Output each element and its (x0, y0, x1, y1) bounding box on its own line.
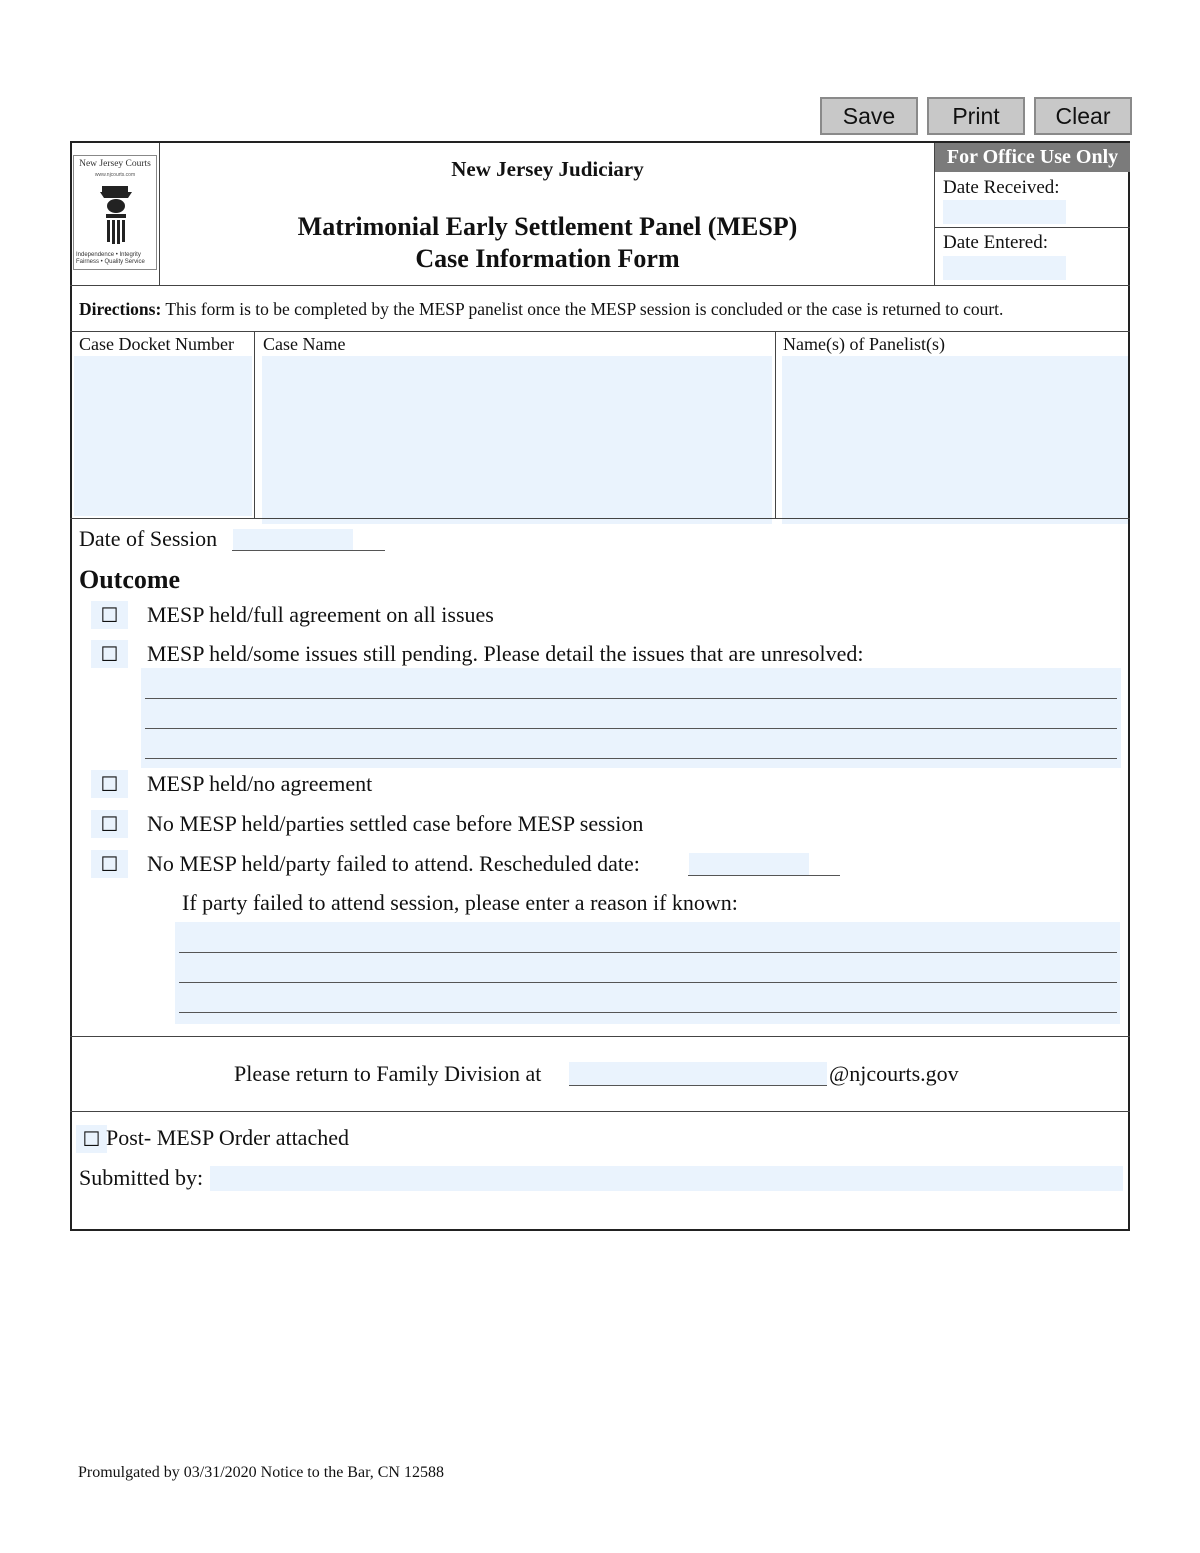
nj-courts-logo (73, 155, 157, 270)
date-entered-field[interactable] (943, 256, 1066, 280)
courthouse-icon (98, 184, 134, 246)
unresolved-line-2 (145, 728, 1117, 729)
directions (79, 299, 1003, 320)
submitted-by-field[interactable] (210, 1166, 1123, 1191)
checkbox-no-agreement[interactable]: ☐ (91, 770, 128, 798)
reason-prompt: If party failed to attend session, please enter a reason if known: (182, 890, 738, 915)
docket-column-label: Case Docket Number (79, 334, 234, 354)
unresolved-line-1 (145, 698, 1117, 699)
rescheduled-date-underline (688, 875, 840, 876)
clear-button[interactable]: Clear (1034, 97, 1132, 135)
page-title (160, 211, 935, 275)
title-line-1: Matrimonial Early Settlement Panel (MESP) (297, 212, 798, 241)
checkbox-issues-pending[interactable]: ☐ (91, 640, 128, 668)
date-of-session-underline (232, 550, 385, 551)
return-suffix: @njcourts.gov (829, 1061, 959, 1086)
checkbox-settled-before[interactable]: ☐ (91, 810, 128, 838)
directions-divider (70, 331, 1130, 332)
outcome-bottom-divider (70, 1036, 1130, 1037)
promulgation-note: Promulgated by 03/31/2020 Notice to the Bar, CN 12588 (78, 1464, 444, 1481)
option-no-agreement: MESP held/no agreement (147, 771, 373, 796)
reason-line-2 (179, 982, 1117, 983)
columns-bottom-divider (70, 518, 1130, 519)
docket-number-field[interactable] (74, 356, 252, 516)
logo-title: New Jersey Courts (79, 159, 151, 169)
email-underline (569, 1085, 827, 1086)
case-name-column-label: Case Name (263, 334, 346, 354)
option-full-agreement: MESP held/full agreement on all issues (147, 602, 494, 627)
title-line-2: Case Information Form (415, 244, 680, 273)
return-prefix: Please return to Family Division at (234, 1061, 542, 1086)
date-received-field[interactable] (943, 200, 1066, 224)
checkbox-post-mesp-order[interactable]: ☐ (76, 1125, 107, 1153)
post-mesp-order-label: Post- MESP Order attached (106, 1125, 349, 1150)
date-entered-label: Date Entered: (943, 232, 1048, 253)
date-of-session-field[interactable] (233, 529, 353, 550)
print-button[interactable]: Print (927, 97, 1025, 135)
column-divider-1 (254, 331, 255, 519)
date-received-label: Date Received: (943, 177, 1060, 198)
logo-motto: Independence • Integrity Fairness • Quality Service (76, 252, 145, 265)
family-division-email-field[interactable] (569, 1062, 827, 1085)
unresolved-issues-field[interactable] (141, 668, 1121, 768)
directions-label: Directions: (79, 299, 162, 319)
return-bottom-divider (70, 1111, 1130, 1112)
submitted-by-label: Submitted by: (79, 1165, 204, 1190)
save-button[interactable]: Save (820, 97, 918, 135)
outcome-heading: Outcome (79, 565, 181, 594)
option-failed-attend: No MESP held/party failed to attend. Rescheduled date: (147, 851, 640, 876)
panelists-field[interactable] (782, 356, 1128, 524)
case-name-field[interactable] (262, 356, 772, 524)
checkbox-failed-attend[interactable]: ☐ (91, 850, 128, 878)
option-settled-before: No MESP held/parties settled case before MESP session (147, 811, 644, 836)
failure-reason-field[interactable] (175, 922, 1120, 1024)
logo-url: www.njcourts.com (94, 172, 136, 178)
office-divider (935, 227, 1130, 228)
option-issues-pending: MESP held/some issues still pending. Please detail the issues that are unresolved: (147, 641, 864, 666)
reason-line-1 (179, 952, 1117, 953)
header-divider (70, 285, 1130, 286)
panelists-column-label: Name(s) of Panelist(s) (783, 334, 945, 354)
office-use-heading: For Office Use Only (935, 143, 1130, 172)
directions-text: This form is to be completed by the MESP panelist once the MESP session is concluded or the case is returned to court. (161, 299, 1004, 319)
reason-line-3 (179, 1012, 1117, 1013)
date-of-session-label: Date of Session (79, 526, 218, 551)
rescheduled-date-field[interactable] (689, 853, 809, 875)
column-divider-2 (775, 331, 776, 519)
unresolved-line-3 (145, 758, 1117, 759)
checkbox-full-agreement[interactable]: ☐ (91, 601, 128, 629)
org-name: New Jersey Judiciary (451, 157, 644, 181)
office-use-box (934, 143, 1130, 285)
